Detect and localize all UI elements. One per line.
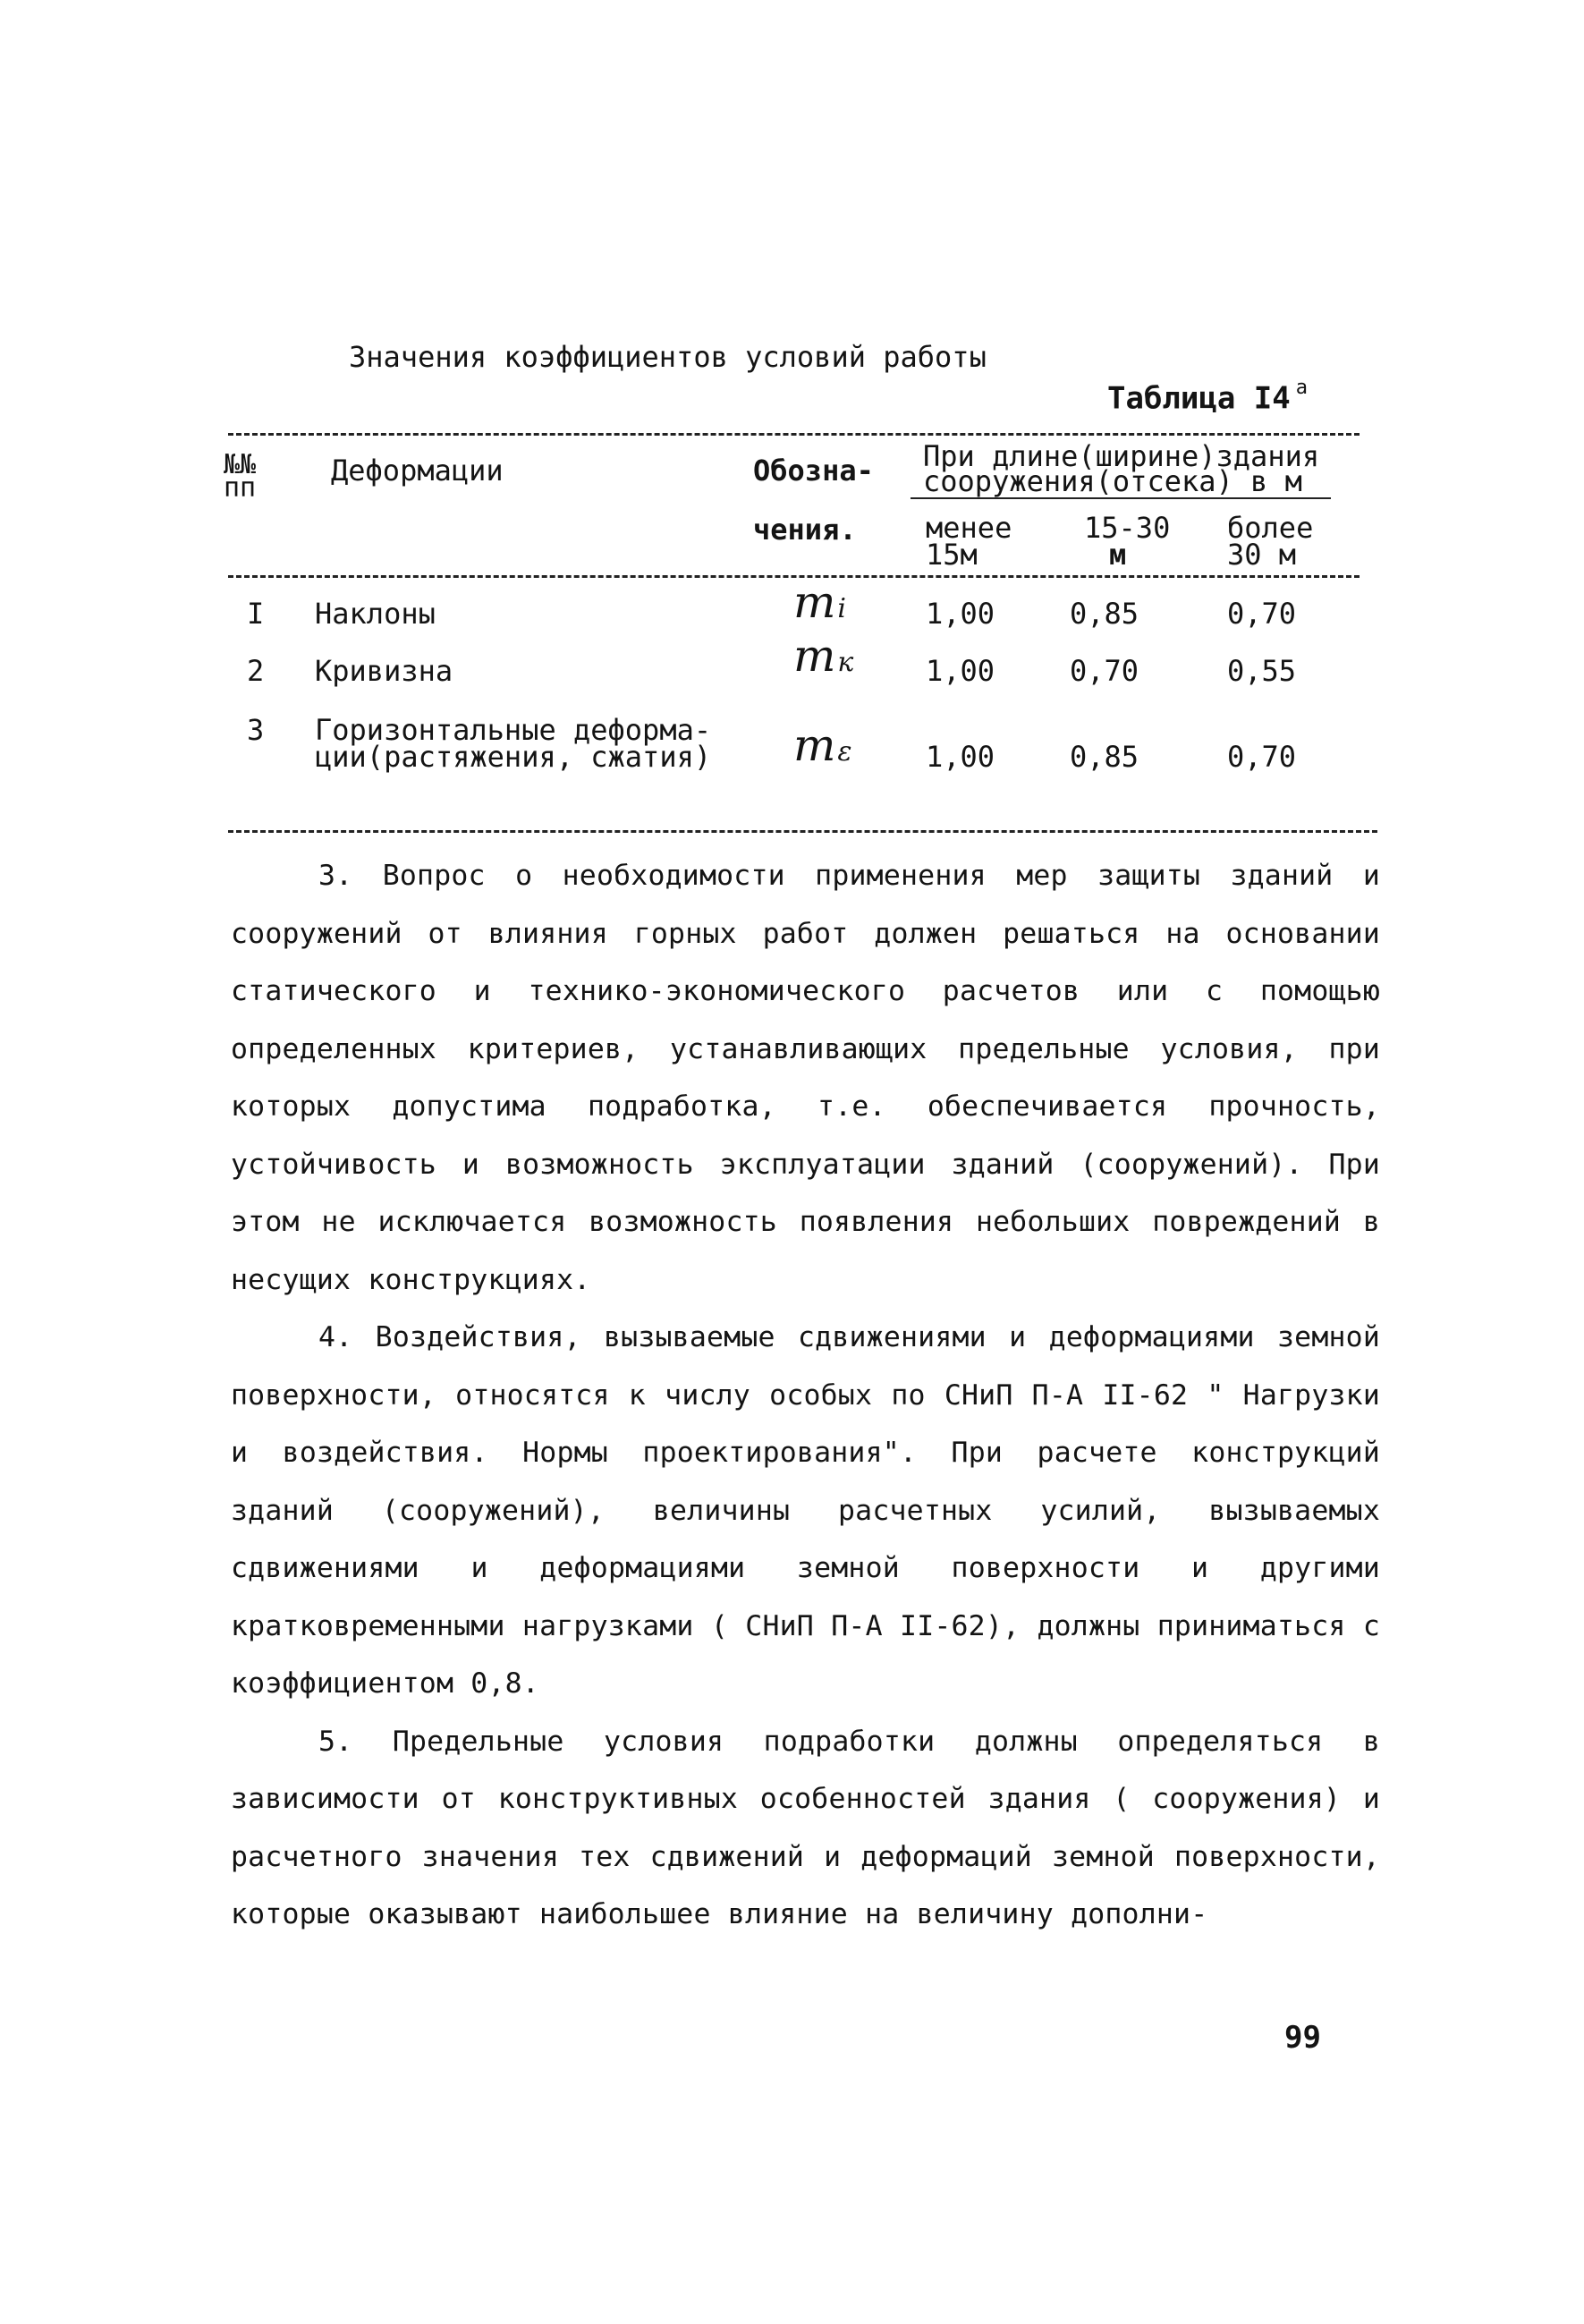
- row-name: Кривизна: [315, 654, 453, 688]
- table-number: [1107, 377, 1308, 417]
- row-value-col2: 0,85: [1070, 740, 1139, 774]
- row-name: Наклоны: [315, 597, 436, 631]
- page-number: 99: [1284, 2020, 1321, 2056]
- table-title: Значения коэффициентов условий работы: [349, 340, 987, 374]
- row-value-col3: 0,55: [1227, 654, 1297, 688]
- header-col2-line1: 15-30: [1084, 511, 1171, 545]
- row-name-line2: ции(растяжения, сжатия): [315, 740, 712, 774]
- row-value-col2: 0,85: [1070, 597, 1139, 631]
- header-length-line2: сооружения(отсека) в м: [923, 464, 1302, 498]
- paragraph-5: 5. Предельные условия подработки должны определяться в зависимости от конструктивных особенностей здания ( сооружения) и расчетного значения тех сдвижений и деформаций земной поверхности, которые оказывают наибольшее влияние на величину дополни-: [231, 1725, 1380, 1930]
- header-length-line1: При длине(ширине)здания: [923, 439, 1320, 473]
- header-group-underline: [911, 497, 1331, 499]
- row-value-col1: 1,00: [926, 654, 995, 688]
- header-col2-line2: м: [1109, 538, 1127, 572]
- body-text: [231, 847, 1380, 1944]
- header-deformation: Деформации: [331, 454, 504, 488]
- header-designation-line2: чения.: [753, 513, 857, 547]
- table-bottom-rule: [228, 830, 1377, 833]
- header-col3-line1: более: [1227, 511, 1314, 545]
- header-col1-line1: менее: [926, 511, 1012, 545]
- row-symbol-base: m: [793, 576, 836, 628]
- row-symbol-base: m: [793, 719, 836, 771]
- row-value-col3: 0,70: [1227, 740, 1297, 774]
- row-symbol: [793, 630, 854, 685]
- paragraph-4: 4. Воздействия, вызываемые сдвижениями и деформациями земной поверхности, относятся к числу особых по СНиП П-А II-62 " Нагрузки и воздействия. Нормы проектирования". При расчете конструкций зданий (сооружений), величины расчетных усилий, вызываемых сдвижениями и деформациями земной поверхности и другими кратковременными нагрузками ( СНиП П-А II-62), должны приниматься с коэффициентом 0,8.: [231, 1321, 1380, 1700]
- header-num-line2: пп: [224, 472, 257, 504]
- header-num-line1: №№: [224, 449, 257, 480]
- row-symbol-sub: ε: [837, 736, 852, 768]
- row-symbol: [793, 719, 852, 775]
- row-num: 2: [247, 654, 265, 688]
- row-num: I: [247, 597, 265, 631]
- table-number-suffix: а: [1295, 377, 1308, 399]
- table-number-label: Таблица I4: [1107, 380, 1291, 417]
- row-value-col1: 1,00: [926, 740, 995, 774]
- row-symbol-base: m: [793, 630, 836, 682]
- row-name-line1: Горизонтальные деформа-: [315, 713, 712, 747]
- row-symbol-sub: i: [837, 593, 847, 624]
- row-value-col3: 0,70: [1227, 597, 1297, 631]
- row-symbol-sub: к: [837, 647, 854, 678]
- row-num: 3: [247, 713, 265, 747]
- table-top-rule: [228, 433, 1360, 436]
- header-col3-line2: 30 м: [1227, 538, 1297, 572]
- row-value-col1: 1,00: [926, 597, 995, 631]
- header-col1-line2: 15м: [926, 538, 978, 572]
- row-value-col2: 0,70: [1070, 654, 1139, 688]
- header-designation-line1: Обозна-: [753, 454, 874, 488]
- paragraph-3: 3. Вопрос о необходимости применения мер защиты зданий и сооружений от влияния горных работ должен решаться на основании статического и технико-экономического расчетов или с помощью определенных критериев, устанавливающих предельные условия, при которых допустима подработка, т.е. обеспечивается прочность, устойчивость и возможность эксплуатации зданий (сооружений). При этом не исключается возможность появления небольших повреждений в несущих конструкциях.: [231, 860, 1380, 1296]
- row-symbol: [793, 576, 847, 632]
